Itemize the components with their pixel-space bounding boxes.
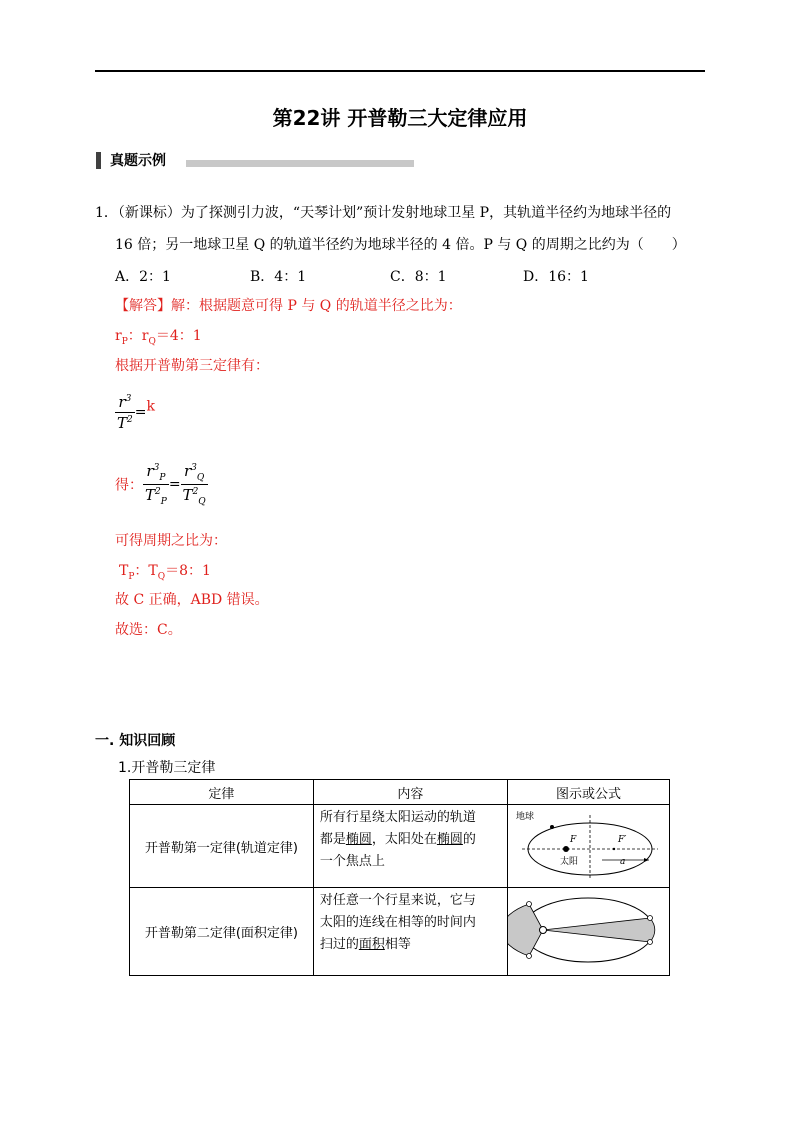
kepler-laws-table bbox=[129, 779, 670, 976]
equal-area-figure bbox=[508, 888, 670, 976]
svg-text:F′: F′ bbox=[618, 835, 627, 845]
svg-text:F: F bbox=[570, 835, 577, 845]
table-row bbox=[130, 805, 670, 888]
section-underline bbox=[186, 160, 414, 167]
conclusion: 故 C 正确，ABD 错误。 bbox=[115, 592, 269, 608]
law-content-first: 所有行星绕太阳运动的轨道 都是椭圆，太阳处在椭圆的 一个焦点上 bbox=[313, 805, 507, 888]
ellipse-orbit-figure bbox=[508, 805, 670, 888]
svg-text:a: a bbox=[620, 857, 626, 867]
knowledge-subsection: 1.开普勒三定律 bbox=[118, 760, 216, 776]
section-title-examples: 真题示例 bbox=[110, 153, 166, 169]
svg-text:地球: 地球 bbox=[516, 812, 535, 822]
option-c: C．8：1 bbox=[390, 269, 447, 285]
header-figure: 图示或公式 bbox=[508, 780, 670, 805]
radius-ratio: $r_P$：$r_Q=4$：1 bbox=[115, 328, 202, 347]
formula-r3-t2-k: $\frac{r^3}{T^2}$ =k bbox=[117, 393, 155, 432]
formula-p-q-equal: 得： $\frac{r^3_P}{T^2_P}$ = $\frac{r^3_Q}{T^2_Q}$ bbox=[115, 462, 206, 507]
kepler-third-law-text: 根据开普勒第三定律有： bbox=[115, 358, 269, 374]
section-marker bbox=[96, 152, 101, 169]
page-title: 第22讲 开普勒三大定律应用 bbox=[272, 106, 528, 130]
option-a: A．2：1 bbox=[115, 269, 171, 285]
final-choice: 故选：C。 bbox=[115, 622, 182, 638]
svg-text:太阳: 太阳 bbox=[560, 857, 579, 867]
table-row bbox=[130, 888, 670, 976]
header-law: 定律 bbox=[130, 780, 314, 805]
option-b: B．4：1 bbox=[250, 269, 307, 285]
period-ratio: $T_P$：$T_Q=8$：1 bbox=[119, 563, 211, 582]
option-d: D．16：1 bbox=[523, 269, 589, 285]
question-line-1: 1．（新课标）为了探测引力波，“天琴计划”预计发射地球卫星 P，其轨道半径约为地球半径的 bbox=[95, 205, 672, 221]
law-content-second: 对任意一个行星来说，它与 太阳的连线在相等的时间内 扫过的面积相等 bbox=[313, 888, 507, 976]
period-lead: 可得周期之比为： bbox=[115, 533, 227, 549]
law-name-first: 开普勒第一定律(轨道定律) bbox=[130, 805, 314, 888]
law-name-second: 开普勒第二定律(面积定律) bbox=[130, 888, 314, 976]
header-content: 内容 bbox=[313, 780, 507, 805]
question-line-2: 16 倍；另一地球卫星 Q 的轨道半径约为地球半径的 4 倍。P 与 Q 的周期之比约为（ ） bbox=[115, 237, 686, 253]
answer-lead: 【解答】解：根据题意可得 P 与 Q 的轨道半径之比为： bbox=[115, 298, 462, 314]
top-rule bbox=[95, 70, 705, 72]
table-header-row bbox=[130, 780, 670, 805]
knowledge-section-title: 一. 知识回顾 bbox=[95, 733, 176, 749]
